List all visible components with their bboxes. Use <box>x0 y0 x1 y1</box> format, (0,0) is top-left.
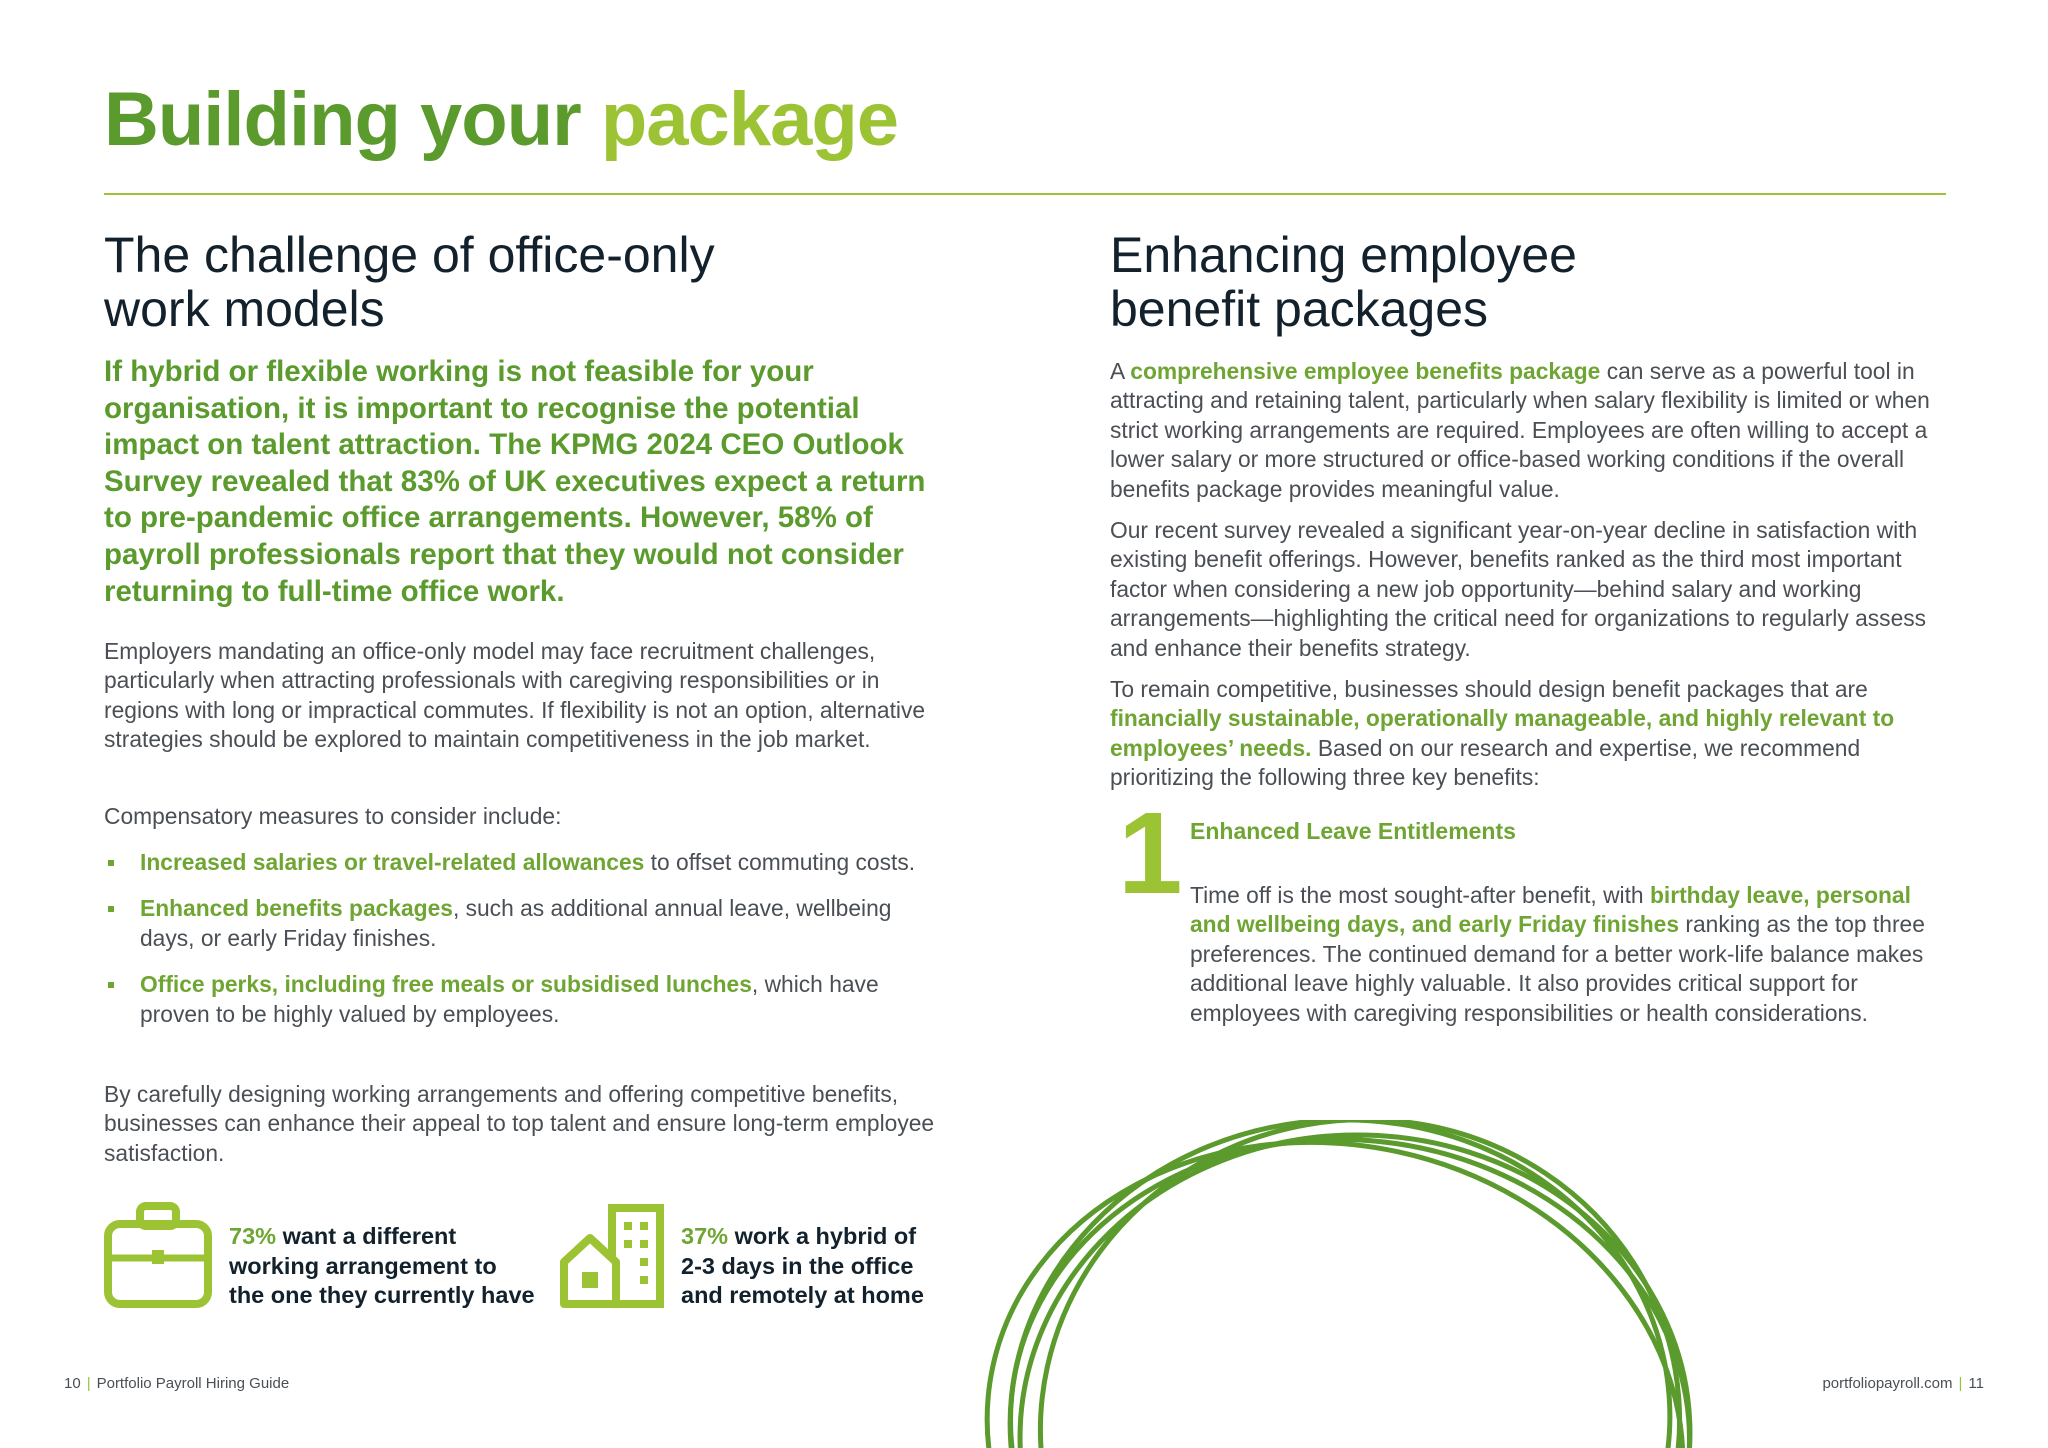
decorative-rings <box>940 1120 1940 1448</box>
right-paragraph-1 <box>1110 357 1950 504</box>
measure-text: to offset commuting costs. <box>644 849 916 875</box>
bullet-marker <box>108 906 114 912</box>
left-paragraph-3: By carefully designing working arrangements and offering competitive benefits, businesses can enhance their appeal to top talent and ensure long-term employee satisfaction. <box>104 1081 935 1166</box>
title-part-2: package <box>600 77 899 162</box>
stat-73-text <box>229 1222 559 1311</box>
benefit-number: 1 <box>1118 788 1183 918</box>
house-building-icon <box>558 1202 666 1310</box>
page-title <box>104 76 898 163</box>
left-heading-line-2: work models <box>104 281 385 337</box>
paragraph-text: A <box>1110 358 1131 384</box>
paragraph-highlight: birthday leave, personal and wellbeing days, and early Friday finishes <box>1190 882 1911 938</box>
stat-37-text <box>681 1222 981 1311</box>
list-item <box>104 848 944 877</box>
paragraph-highlight: financially sustainable, operationally manageable, and highly relevant to employees’ needs. <box>1110 705 1895 761</box>
right-heading-line-2: benefit packages <box>1110 281 1489 337</box>
stat-line: and remotely at home <box>681 1282 924 1309</box>
stat-line: want a different <box>276 1223 457 1249</box>
right-paragraph-2: Our recent survey revealed a significant year-on-year decline in satisfaction with existing benefit offerings. However, benefits ranked as the third most important factor when considering a new job opportunity—behind salary and working arrangements—highlighting the critical need for organizations to regularly assess and enhance their benefits strategy. <box>1110 517 1927 661</box>
benefit-description <box>1190 881 1930 1028</box>
footer-separator: | <box>1958 1375 1963 1392</box>
left-paragraph-2: Compensatory measures to consider include: <box>104 803 562 829</box>
right-heading-line-1: Enhancing employee <box>1110 227 1577 283</box>
ring-5 <box>1010 1123 1701 1448</box>
stat-line: the one they currently have <box>229 1282 535 1309</box>
list-item <box>104 894 944 953</box>
left-paragraph-1: Employers mandating an office-only model may face recruitment challenges, particularly when attracting professionals with caregiving responsibilities or in regions with long or impractical commutes. If flexibility is not an option, alternative strategies should be explored to maintain competitiveness in the job market. <box>104 638 926 753</box>
ring-2 <box>982 1120 1719 1448</box>
paragraph-text: Based on our research and expertise, we recommend prioritizing the following three key benefits: <box>1110 734 1861 791</box>
left-heading <box>104 228 864 336</box>
footer-separator: | <box>86 1375 91 1392</box>
list-item <box>104 970 944 1029</box>
paragraph-text: To remain competitive, businesses should design benefit packages that are <box>1110 676 1868 702</box>
measures-list <box>104 848 944 1046</box>
left-heading-line-1: The challenge of office-only <box>104 227 715 283</box>
bullet-marker <box>108 860 114 866</box>
right-heading <box>1110 228 1870 336</box>
stat-percent: 73% <box>229 1223 277 1249</box>
footer-left <box>64 1375 289 1392</box>
benefit-title: Enhanced Leave Entitlements <box>1190 818 1516 844</box>
measure-highlight: Office perks, including free meals or subsidised lunches <box>140 971 752 998</box>
paragraph-text: Time off is the most sought-after benefit, with <box>1190 882 1650 908</box>
stat-line: work a hybrid of <box>728 1223 917 1249</box>
paragraph-highlight: comprehensive employee benefits package <box>1130 358 1601 384</box>
measure-highlight: Enhanced benefits packages <box>140 895 453 922</box>
stat-line: working arrangement to <box>229 1252 497 1279</box>
footer-url: portfoliopayroll.com <box>1822 1375 1953 1392</box>
ring-4 <box>940 1120 1739 1448</box>
page-number: 11 <box>1968 1375 1984 1392</box>
measure-text: , such as additional annual leave, wellbeing days, or early Friday finishes. <box>140 895 892 951</box>
footer-text: Portfolio Payroll Hiring Guide <box>96 1375 290 1392</box>
stat-percent: 37% <box>681 1223 729 1249</box>
paragraph-text: ranking as the top three preferences. The continued demand for a better work-life balance makes additional leave highly valuable. It also provides critical support for employees with caregiving responsibilities or health considerations. <box>1190 911 1925 1026</box>
page-number: 10 <box>64 1375 81 1392</box>
ring-1 <box>990 1120 1690 1448</box>
measure-text: , which have proven to be highly valued by employees. <box>140 971 879 1027</box>
briefcase-icon <box>104 1200 212 1310</box>
title-part-1: Building your <box>104 77 581 162</box>
footer-right <box>1822 1375 1984 1392</box>
bullet-marker <box>108 982 114 988</box>
paragraph-text: can serve as a powerful tool in attracting and retaining talent, particularly when salary flexibility is limited or when strict working arrangements are required. Employees are often willing to accept a lower salary or more structured or office-based working conditions if the overall benefits package provides meaningful value. <box>1110 358 1930 502</box>
stat-line: 2-3 days in the office <box>681 1252 914 1279</box>
lead-paragraph: If hybrid or flexible working is not feasible for your organisation, it is important to recognise the potential impact on talent attraction. The KPMG 2024 CEO Outlook Survey revealed that 83% of UK executives expect a return to pre-pandemic office arrangements. However, 58% of payroll professionals report that they would not consider returning to full-time office work. <box>104 355 926 608</box>
title-divider <box>104 193 1946 195</box>
right-paragraph-3 <box>1110 675 1950 793</box>
measure-highlight: Increased salaries or travel-related allowances <box>140 849 645 875</box>
